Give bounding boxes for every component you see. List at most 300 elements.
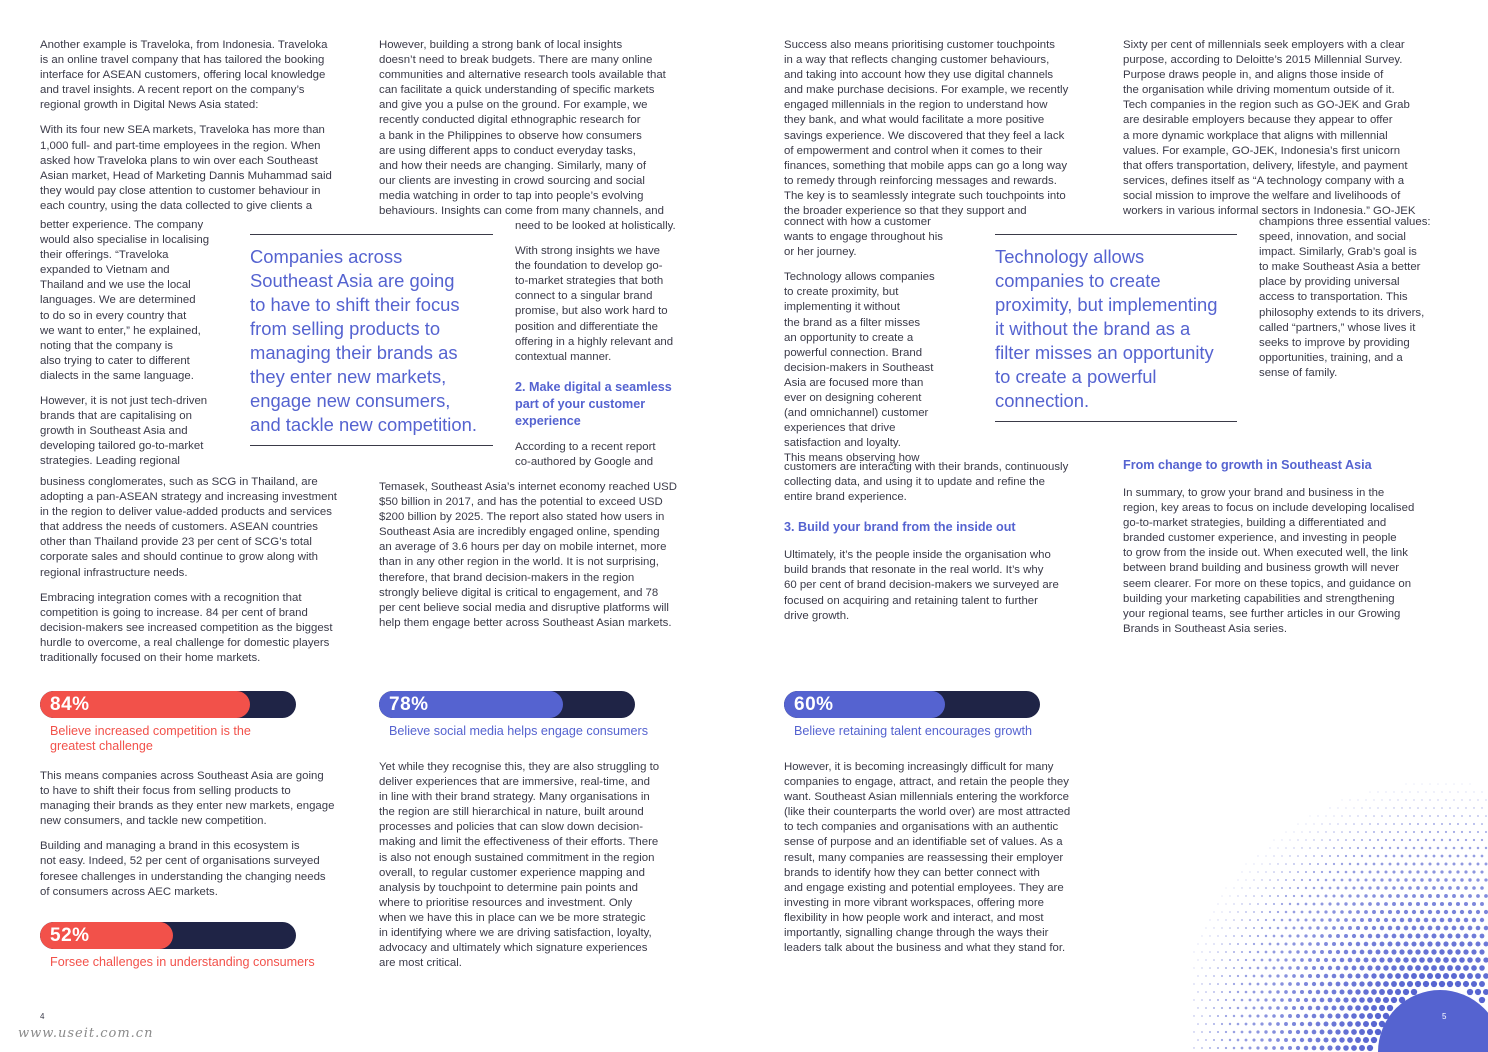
halftone-dot xyxy=(1213,959,1215,961)
halftone-dot xyxy=(1373,815,1375,817)
halftone-dot xyxy=(1217,951,1219,953)
paragraph: Embracing integration comes with a recognition that competition is going to increase. 84 per cent of brand decision-makers see increased competition as the biggest hurdle to overcome, a real challenge for domestic players traditionally focused on their home markets. xyxy=(40,591,333,665)
paragraph: Another example is Traveloka, from Indonesia. Traveloka is an online travel company that has tailored the booking interface for ASEAN customers, offering local knowledge and travel insights. A recent report on the company’s regional growth in Digital News Asia stated: xyxy=(40,39,328,112)
halftone-dot xyxy=(1312,918,1315,921)
halftone-dot xyxy=(1312,998,1316,1002)
halftone-dot xyxy=(1296,934,1299,937)
halftone-dot xyxy=(1437,847,1440,850)
halftone-dot xyxy=(1249,951,1251,953)
halftone-dot xyxy=(1352,950,1357,955)
halftone-dot xyxy=(1405,799,1406,800)
halftone-dot xyxy=(1298,824,1299,825)
halftone-dot xyxy=(1241,919,1243,921)
halftone-dot xyxy=(1281,919,1284,922)
halftone-dot xyxy=(1419,941,1424,946)
halftone-dot xyxy=(1407,949,1412,954)
halftone-dot xyxy=(1340,974,1345,979)
halftone-dot xyxy=(1384,886,1387,889)
halftone-dot xyxy=(1324,942,1328,946)
halftone-dot xyxy=(1284,958,1287,961)
halftone-dot xyxy=(1402,792,1403,793)
halftone-dot xyxy=(1344,982,1349,987)
halftone-dot xyxy=(1308,1006,1312,1010)
halftone-dot xyxy=(1395,973,1401,979)
halftone-dot xyxy=(1197,959,1198,960)
halftone-dot xyxy=(1363,973,1368,978)
halftone-dot xyxy=(1253,975,1256,978)
halftone-dot xyxy=(1265,919,1267,921)
halftone-dot xyxy=(1233,903,1234,904)
halftone-dot xyxy=(1440,934,1445,939)
stat-52 xyxy=(40,922,360,970)
halftone-dot xyxy=(1477,799,1478,800)
halftone-dot xyxy=(1469,863,1472,866)
halftone-dot xyxy=(1288,1046,1292,1050)
halftone-dot xyxy=(1408,870,1411,873)
halftone-dot xyxy=(1403,957,1408,962)
halftone-dot xyxy=(1237,991,1239,993)
halftone-dot xyxy=(1238,880,1239,881)
halftone-dot xyxy=(1373,863,1376,866)
halftone-dot xyxy=(1417,823,1419,825)
halftone-dot xyxy=(1459,941,1464,946)
halftone-dot xyxy=(1258,856,1259,857)
halftone-dot xyxy=(1337,887,1340,890)
halftone-dot xyxy=(1457,839,1459,841)
halftone-dot xyxy=(1378,792,1379,793)
halftone-dot xyxy=(1415,965,1421,971)
halftone-dot xyxy=(1392,886,1396,890)
halftone-dot xyxy=(1285,927,1288,930)
halftone-dot xyxy=(1356,894,1359,897)
halftone-dot xyxy=(1439,981,1445,987)
halftone-dot xyxy=(1389,815,1391,817)
halftone-dot xyxy=(1371,1021,1377,1027)
halftone-dot xyxy=(1427,957,1433,963)
halftone-dot xyxy=(1304,934,1307,937)
halftone-dot xyxy=(1452,862,1455,865)
halftone-dot xyxy=(1294,832,1295,833)
halftone-dot xyxy=(1297,887,1299,889)
halftone-dot xyxy=(1449,823,1451,825)
progress-bar xyxy=(40,922,296,949)
halftone-dot xyxy=(1270,848,1271,849)
halftone-dot xyxy=(1392,934,1397,939)
halftone-dot xyxy=(1193,1047,1194,1048)
halftone-dot xyxy=(1407,981,1413,987)
halftone-dot xyxy=(1320,966,1324,970)
halftone-dot xyxy=(1246,864,1247,865)
halftone-dot xyxy=(1353,855,1355,857)
halftone-dot xyxy=(1241,967,1243,969)
halftone-dot xyxy=(1348,942,1352,946)
halftone-dot xyxy=(1413,799,1414,800)
halftone-dot xyxy=(1368,918,1372,922)
halftone-dot xyxy=(1485,847,1487,849)
halftone-dot xyxy=(1414,784,1415,785)
halftone-dot xyxy=(1397,815,1399,817)
halftone-dot xyxy=(1332,990,1337,995)
halftone-dot xyxy=(1441,839,1443,841)
halftone-dot xyxy=(1296,998,1300,1002)
halftone-dot xyxy=(1477,847,1480,850)
halftone-dot xyxy=(1241,887,1242,888)
halftone-dot xyxy=(1435,941,1440,946)
halftone-dot xyxy=(1321,839,1323,841)
halftone-dot xyxy=(1471,981,1477,987)
halftone-dot xyxy=(1419,957,1425,963)
halftone-dot xyxy=(1241,1031,1244,1034)
halftone-dot xyxy=(1222,896,1223,897)
halftone-dot xyxy=(1329,839,1331,841)
halftone-dot xyxy=(1300,990,1304,994)
halftone-dot xyxy=(1392,870,1395,873)
halftone-dot xyxy=(1285,895,1287,897)
halftone-dot xyxy=(1237,895,1238,896)
halftone-dot xyxy=(1300,958,1304,962)
halftone-dot xyxy=(1297,855,1299,857)
halftone-dot xyxy=(1436,926,1441,931)
halftone-dot xyxy=(1425,807,1427,809)
halftone-dot xyxy=(1479,997,1485,1003)
halftone-dot xyxy=(1371,957,1376,962)
halftone-dot xyxy=(1400,902,1404,906)
halftone-dot xyxy=(1209,1015,1211,1017)
halftone-dot xyxy=(1480,918,1484,922)
halftone-dot xyxy=(1293,879,1295,881)
halftone-dot xyxy=(1345,823,1346,824)
halftone-dot xyxy=(1325,815,1326,816)
halftone-dot xyxy=(1424,870,1427,873)
halftone-dot xyxy=(1424,918,1429,923)
halftone-dot xyxy=(1320,982,1324,986)
halftone-dot xyxy=(1441,855,1444,858)
halftone-dot xyxy=(1388,926,1393,931)
halftone-dot xyxy=(1444,894,1448,898)
halftone-dot xyxy=(1431,965,1437,971)
halftone-dot xyxy=(1425,839,1427,841)
halftone-dot xyxy=(1392,918,1396,922)
halftone-dot xyxy=(1447,949,1452,954)
left-col1-narrow xyxy=(40,218,240,470)
halftone-dot xyxy=(1316,1022,1321,1027)
halftone-dot xyxy=(1389,799,1390,800)
halftone-dot xyxy=(1477,815,1479,817)
halftone-dot xyxy=(1440,870,1443,873)
halftone-dot xyxy=(1229,1023,1231,1025)
halftone-dot xyxy=(1336,966,1341,971)
halftone-dot xyxy=(1317,831,1318,832)
halftone-dot xyxy=(1317,847,1319,849)
halftone-dot xyxy=(1420,862,1423,865)
halftone-dot xyxy=(1415,981,1421,987)
stat-value: 60% xyxy=(794,694,834,715)
halftone-dot xyxy=(1273,871,1275,873)
halftone-dot xyxy=(1193,999,1194,1000)
halftone-dot xyxy=(1324,910,1327,913)
halftone-dot xyxy=(1484,910,1488,914)
halftone-dot xyxy=(1201,1015,1203,1017)
halftone-dot xyxy=(1383,1013,1389,1019)
halftone-dot xyxy=(1380,926,1384,930)
halftone-dot xyxy=(1351,1045,1357,1051)
halftone-dot xyxy=(1376,902,1380,906)
halftone-dot xyxy=(1355,1021,1361,1027)
halftone-dot xyxy=(1276,990,1279,993)
halftone-dot xyxy=(1423,981,1429,987)
halftone-dot xyxy=(1364,926,1368,930)
halftone-dot xyxy=(1331,1021,1336,1026)
halftone-dot xyxy=(1372,878,1375,881)
halftone-dot xyxy=(1397,831,1399,833)
halftone-dot xyxy=(1380,942,1385,947)
halftone-dot xyxy=(1461,831,1463,833)
halftone-dot xyxy=(1337,839,1339,841)
halftone-dot xyxy=(1347,989,1352,994)
halftone-dot xyxy=(1221,911,1222,912)
halftone-dot xyxy=(1194,952,1195,953)
halftone-dot xyxy=(1225,919,1226,920)
halftone-dot xyxy=(1399,997,1405,1003)
halftone-dot xyxy=(1304,1046,1309,1051)
halftone-dot xyxy=(1213,927,1214,928)
halftone-dot xyxy=(1440,886,1444,890)
right-col3-bottom xyxy=(784,460,1114,624)
halftone-dot xyxy=(1221,991,1223,993)
halftone-dot xyxy=(1202,936,1203,937)
halftone-dot xyxy=(1395,957,1400,962)
halftone-dot xyxy=(1428,878,1431,881)
halftone-dot xyxy=(1473,807,1474,808)
halftone-dot xyxy=(1308,958,1312,962)
halftone-dot xyxy=(1273,919,1275,921)
halftone-dot xyxy=(1304,918,1307,921)
halftone-dot xyxy=(1485,831,1487,833)
halftone-dot xyxy=(1465,839,1467,841)
halftone-dot xyxy=(1429,799,1430,800)
stat-caption: Believe increased competition is the greatest challenge xyxy=(50,724,251,753)
paragraph: Technology allows companies to create proximity, but implementing it without the brand as a filter misses an opportunity to create a powerful connection. Brand decision-makers in Southeast Asia are focused more than ever on designing coherent (and omnichannel) customer experiences that drive satisfaction and loyalty. This means observing how xyxy=(784,271,935,465)
halftone-dot xyxy=(1268,1022,1271,1025)
halftone-dot xyxy=(1296,966,1300,970)
halftone-dot xyxy=(1316,926,1319,929)
halftone-dot xyxy=(1328,918,1331,921)
halftone-dot xyxy=(1249,935,1251,937)
halftone-dot xyxy=(1389,831,1391,833)
halftone-dot xyxy=(1265,887,1267,889)
halftone-dot xyxy=(1464,934,1469,939)
halftone-dot xyxy=(1205,1039,1207,1041)
halftone-dot xyxy=(1462,784,1463,785)
halftone-dot xyxy=(1388,910,1392,914)
halftone-dot xyxy=(1425,855,1428,858)
halftone-dot xyxy=(1320,918,1323,921)
halftone-dot xyxy=(1394,792,1395,793)
halftone-dot xyxy=(1313,871,1315,873)
halftone-dot xyxy=(1229,959,1231,961)
halftone-dot xyxy=(1452,926,1457,931)
halftone-dot xyxy=(1355,1037,1361,1043)
stat-value: 52% xyxy=(50,925,90,946)
halftone-dot xyxy=(1483,973,1488,979)
halftone-dot xyxy=(1249,887,1250,888)
halftone-dot xyxy=(1280,1014,1284,1018)
halftone-dot xyxy=(1456,870,1459,873)
halftone-dot xyxy=(1289,935,1292,938)
halftone-dot xyxy=(1408,902,1412,906)
halftone-dot xyxy=(1229,927,1231,929)
halftone-dot xyxy=(1289,919,1292,922)
halftone-dot xyxy=(1385,807,1386,808)
halftone-dot xyxy=(1343,1029,1349,1035)
halftone-dot xyxy=(1261,959,1264,962)
halftone-dot xyxy=(1305,855,1307,857)
halftone-dot xyxy=(1341,863,1343,865)
halftone-dot xyxy=(1257,983,1260,986)
halftone-dot xyxy=(1429,815,1431,817)
halftone-dot xyxy=(1472,870,1475,873)
halftone-dot xyxy=(1391,965,1397,971)
halftone-dot xyxy=(1385,823,1387,825)
halftone-dot xyxy=(1325,863,1327,865)
halftone-dot xyxy=(1341,815,1342,816)
halftone-dot xyxy=(1316,990,1320,994)
halftone-dot xyxy=(1237,975,1239,977)
halftone-dot xyxy=(1349,831,1351,833)
halftone-dot xyxy=(1320,934,1324,938)
halftone-dot xyxy=(1428,862,1431,865)
section-heading-4: From change to growth in Southeast Asia xyxy=(1123,458,1372,472)
halftone-dot xyxy=(1253,895,1255,897)
halftone-dot xyxy=(1325,847,1327,849)
halftone-dot xyxy=(1234,888,1235,889)
halftone-dot xyxy=(1333,831,1335,833)
halftone-dot xyxy=(1364,958,1369,963)
paragraph: connect with how a customer wants to engage throughout his or her journey. xyxy=(784,216,943,259)
halftone-dot xyxy=(1237,1007,1240,1010)
halftone-dot xyxy=(1329,855,1331,857)
halftone-dot xyxy=(1209,1047,1211,1049)
halftone-dot xyxy=(1423,949,1428,954)
halftone-dot xyxy=(1421,815,1423,817)
halftone-dot xyxy=(1391,949,1396,954)
halftone-dot xyxy=(1341,831,1343,833)
halftone-dot xyxy=(1379,957,1384,962)
halftone-dot xyxy=(1241,903,1242,904)
halftone-dot xyxy=(1252,1038,1255,1041)
halftone-dot xyxy=(1312,934,1316,938)
halftone-dot xyxy=(1444,878,1447,881)
halftone-dot xyxy=(1484,942,1488,947)
halftone-dot xyxy=(1226,888,1227,889)
halftone-dot xyxy=(1417,839,1419,841)
halftone-dot xyxy=(1447,965,1453,971)
halftone-dot xyxy=(1237,1023,1240,1026)
halftone-dot xyxy=(1241,1047,1244,1050)
halftone-dot xyxy=(1348,910,1352,914)
halftone-dot xyxy=(1301,895,1303,897)
halftone-dot xyxy=(1324,1006,1329,1011)
halftone-dot xyxy=(1483,989,1488,995)
halftone-dot xyxy=(1371,973,1376,978)
halftone-dot xyxy=(1475,973,1481,979)
halftone-dot xyxy=(1404,878,1407,881)
halftone-dot xyxy=(1269,911,1271,913)
halftone-dot xyxy=(1348,958,1353,963)
paragraph: Success also means prioritising customer touchpoints in a way that reflects changing customer behaviours, and taking into account how they use digital channels and make purchase decisions. For example, we recently engaged millennials in the region to understand how they bank, and what would facilitate a more positive savings experience. We discovered that they feel a lack of empowerment and control when it comes to their finances, something that mobile apps can go a long way to remedy through reinforcing messages and rewards. The key is to seamlessly integrate such touchpoints into the broader experience so that they support and xyxy=(784,39,1069,218)
halftone-dot xyxy=(1373,847,1375,849)
halftone-dot xyxy=(1388,894,1392,898)
halftone-dot xyxy=(1400,934,1405,939)
halftone-dot xyxy=(1264,1014,1267,1017)
halftone-dot xyxy=(1217,1047,1219,1049)
halftone-dot xyxy=(1356,958,1361,963)
halftone-dot xyxy=(1209,967,1211,969)
halftone-dot xyxy=(1438,784,1439,785)
halftone-dot xyxy=(1451,973,1457,979)
halftone-dot xyxy=(1453,799,1454,800)
halftone-dot xyxy=(1428,910,1432,914)
halftone-dot xyxy=(1245,991,1248,994)
halftone-dot xyxy=(1369,807,1370,808)
right-col4-top xyxy=(1123,38,1453,219)
progress-bar xyxy=(379,691,635,718)
halftone-dot xyxy=(1309,879,1311,881)
halftone-dot xyxy=(1369,871,1372,874)
halftone-dot xyxy=(1421,831,1423,833)
halftone-dot xyxy=(1280,982,1283,985)
halftone-dot xyxy=(1422,784,1423,785)
paragraph: champions three essential values: speed, innovation, and social impact. Similarly, Grab’s goal is to make Southeast Asia a better place by providing universal access to transportation. This philosophy extends to its drivers, called “partners,” whose lives it seeks to improve by providing opportunities, training, and a sense of family. xyxy=(1259,216,1431,379)
halftone-dot xyxy=(1396,942,1401,947)
halftone-dot xyxy=(1461,799,1462,800)
halftone-dot xyxy=(1281,935,1284,938)
halftone-dot xyxy=(1269,959,1272,962)
halftone-dot xyxy=(1272,1046,1276,1050)
halftone-dot xyxy=(1245,943,1247,945)
halftone-dot xyxy=(1472,902,1476,906)
halftone-dot xyxy=(1297,903,1300,906)
halftone-dot xyxy=(1465,807,1466,808)
halftone-dot xyxy=(1213,991,1215,993)
halftone-dot xyxy=(1441,823,1443,825)
halftone-dot xyxy=(1411,941,1416,946)
halftone-dot xyxy=(1331,1037,1336,1042)
halftone-dot xyxy=(1241,983,1243,985)
halftone-dot xyxy=(1453,847,1456,850)
halftone-dot xyxy=(1405,847,1408,850)
halftone-dot xyxy=(1336,902,1339,905)
halftone-dot xyxy=(1337,855,1339,857)
halftone-dot-graphic xyxy=(1190,740,1488,1052)
halftone-dot xyxy=(1332,974,1337,979)
halftone-dot xyxy=(1412,878,1415,881)
halftone-dot xyxy=(1355,973,1360,978)
halftone-dot xyxy=(1375,1029,1381,1035)
halftone-dot xyxy=(1329,823,1330,824)
halftone-dot xyxy=(1332,958,1336,962)
halftone-dot xyxy=(1284,974,1287,977)
halftone-dot xyxy=(1253,943,1255,945)
halftone-dot xyxy=(1217,983,1219,985)
halftone-dot xyxy=(1292,1038,1296,1042)
stat-60 xyxy=(784,691,1104,739)
halftone-dot xyxy=(1483,957,1488,962)
halftone-dot xyxy=(1225,1015,1227,1017)
halftone-dot xyxy=(1397,799,1398,800)
halftone-dot xyxy=(1237,959,1239,961)
halftone-dot xyxy=(1237,927,1239,929)
